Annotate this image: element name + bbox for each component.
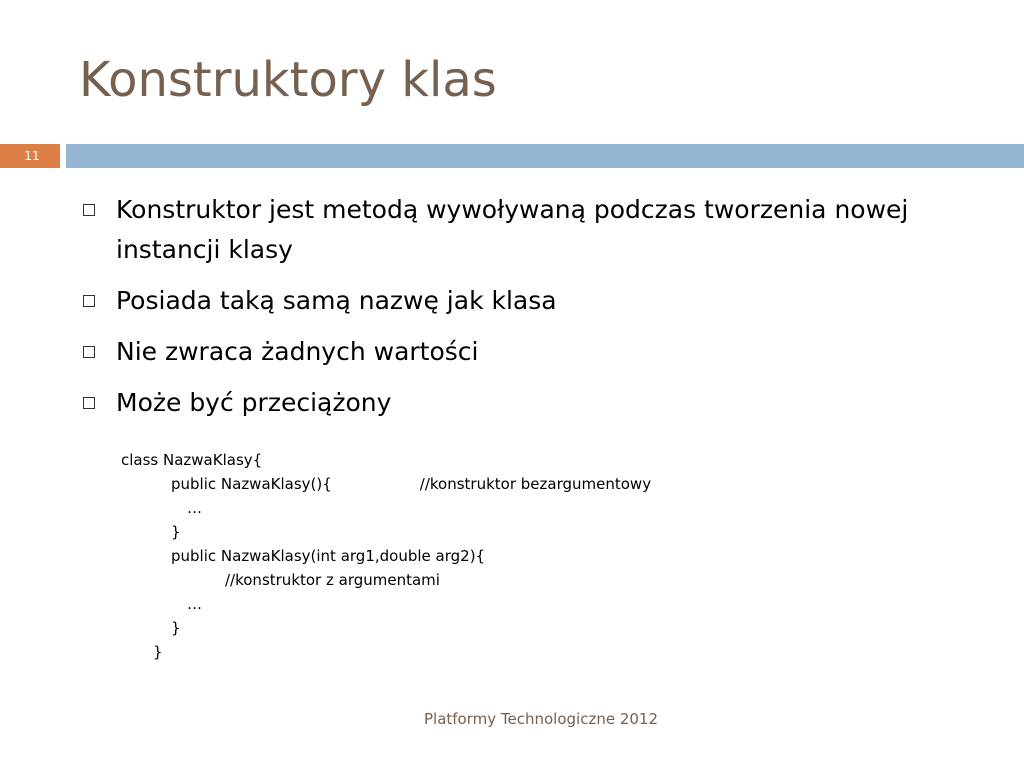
code-line: … (187, 595, 202, 613)
slide-footer: Platformy Technologiczne 2012 (423, 710, 659, 728)
square-bullet-icon (83, 295, 95, 307)
bullet-item (80, 332, 960, 372)
code-comment: //konstruktor bezargumentowy (419, 475, 652, 493)
code-line: } (171, 523, 181, 541)
bullet-text: Konstruktor jest metodą wywoływaną podczas tworzenia nowej instancji klasy (116, 195, 909, 264)
code-line: } (171, 619, 181, 637)
header-bar (66, 144, 1024, 168)
bullet-list (80, 190, 960, 434)
square-bullet-icon (83, 204, 95, 216)
code-line: class NazwaKlasy{ (121, 451, 263, 469)
bullet-item (80, 190, 960, 270)
code-line: public NazwaKlasy(int arg1,double arg2){ (171, 547, 486, 565)
bullet-item (80, 383, 960, 423)
code-line: … (187, 499, 202, 517)
code-line: } (153, 643, 163, 661)
code-block (121, 448, 651, 664)
bullet-text: Posiada taką samą nazwę jak klasa (116, 286, 557, 315)
square-bullet-icon (83, 397, 95, 409)
bullet-text: Może być przeciążony (116, 388, 392, 417)
square-bullet-icon (83, 346, 95, 358)
slide-number: 11 (0, 144, 60, 168)
slide-title: Konstruktory klas (79, 52, 497, 108)
bullet-text: Nie zwraca żadnych wartości (116, 337, 479, 366)
bullet-item (80, 281, 960, 321)
code-line (121, 472, 651, 496)
code-text: public NazwaKlasy(){ (171, 475, 332, 493)
code-comment: //konstruktor z argumentami (225, 571, 440, 589)
